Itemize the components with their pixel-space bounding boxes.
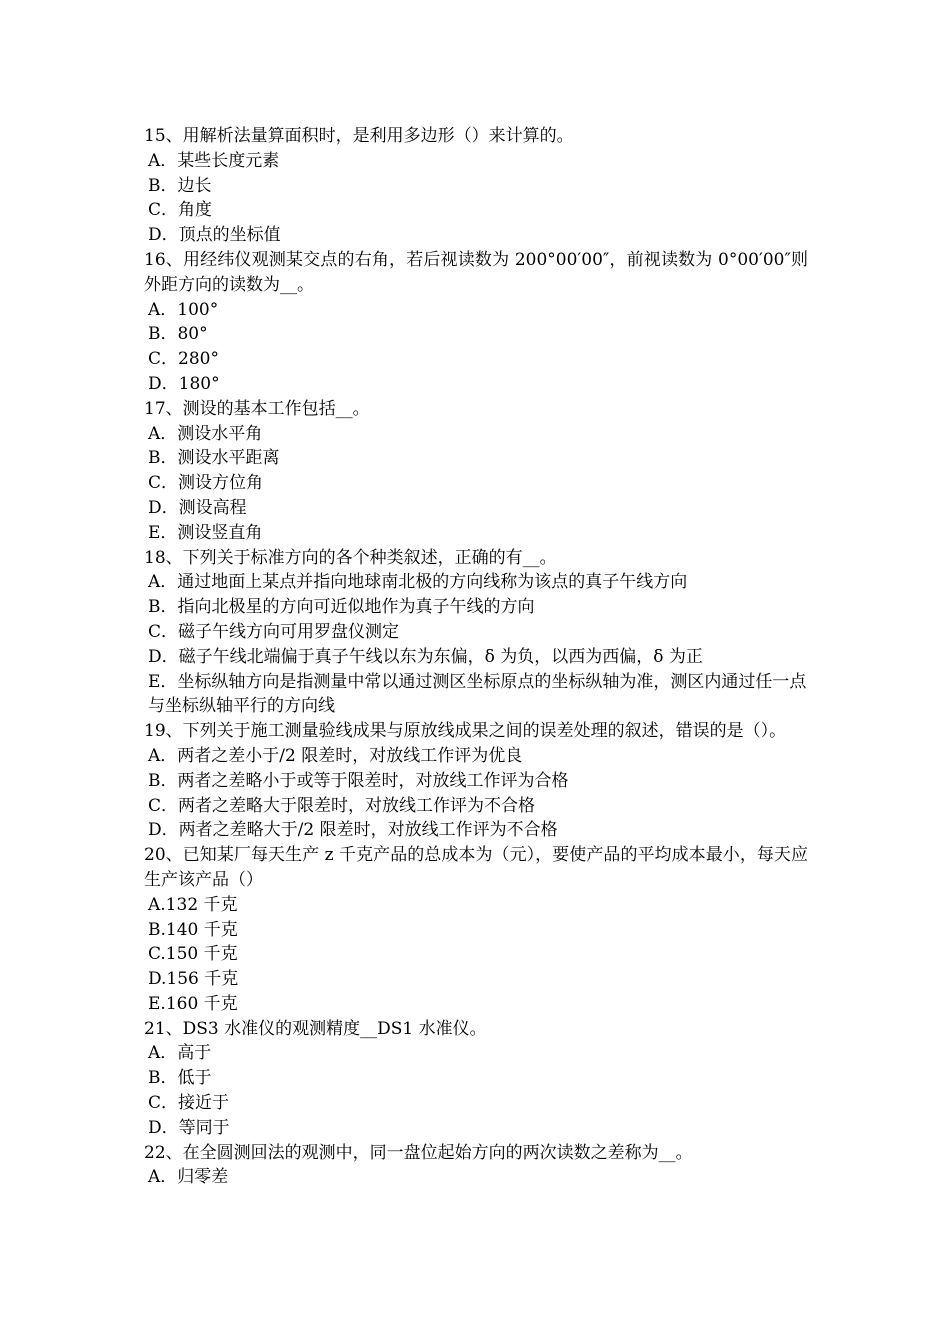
question-18-option-c: C．磁子午线方向可用罗盘仪测定 (148, 621, 400, 642)
question-15-option-b: B．边长 (148, 175, 212, 196)
question-17-option-c: C．测设方位角 (148, 473, 264, 494)
question-15-option-a: A．某些长度元素 (148, 150, 280, 171)
question-18-option-b: B．指向北极星的方向可近似地作为真子午线的方向 (148, 597, 535, 618)
question-18-option-a: A．通过地面上某点并指向地球南北极的方向线称为该点的真子午线方向 (148, 572, 688, 593)
question-20-option-a: A.132 千克 (148, 894, 238, 915)
question-15-option-d: D．顶点的坐标值 (148, 225, 281, 246)
question-19-option-c: C．两者之差略大于限差时，对放线工作评为不合格 (148, 795, 536, 816)
question-21-option-d: D．等同于 (148, 1117, 230, 1138)
question-22-option-a: A．归零差 (148, 1167, 229, 1188)
question-20-option-b: B.140 千克 (148, 919, 238, 940)
question-18-option-e: E．坐标纵轴方向是指测量中常以通过测区坐标原点的坐标纵轴为准，测区内通过任一点与坐标纵轴平行的方向线 (148, 671, 807, 717)
question-15-option-c: C．角度 (148, 200, 213, 221)
question-16-stem: 16、用经纬仪观测某交点的右角，若后视读数为 200°00′00″，前视读数为 0°00′00″则外距方向的读数为__。 (144, 249, 808, 295)
question-17-option-a: A．测设水平角 (148, 423, 263, 444)
question-16-option-b: B．80° (148, 324, 208, 345)
question-18-stem: 18、下列关于标准方向的各个种类叙述，正确的有__。 (144, 547, 557, 568)
question-21-option-b: B．低于 (148, 1068, 212, 1089)
question-21-option-c: C．接近于 (148, 1093, 230, 1114)
question-19-option-b: B．两者之差略小于或等于限差时，对放线工作评为合格 (148, 770, 569, 791)
question-19-option-a: A．两者之差小于/2 限差时，对放线工作评为优良 (148, 745, 523, 766)
question-17-option-e: E．测设竖直角 (148, 522, 263, 543)
question-21-option-a: A．高于 (148, 1043, 212, 1064)
question-list (144, 124, 808, 1190)
question-16-option-c: C．280° (148, 349, 219, 370)
question-21-stem: 21、DS3 水准仪的观测精度__DS1 水准仪。 (144, 1018, 487, 1039)
question-22-stem: 22、在全圆测回法的观测中，同一盘位起始方向的两次读数之差称为__。 (144, 1142, 693, 1163)
question-15-stem: 15、用解析法量算面积时，是利用多边形（）来计算的。 (144, 126, 574, 146)
question-20-option-e: E.160 千克 (148, 993, 238, 1014)
question-16-option-a: A．100° (148, 299, 219, 320)
question-20-option-c: C.150 千克 (148, 944, 238, 965)
question-17-option-d: D．测设高程 (148, 497, 247, 518)
question-20-stem: 20、已知某厂每天生产 z 千克产品的总成本为（元），要使产品的平均成本最小，每天应生产该产品（） (144, 845, 808, 890)
question-17-option-b: B．测设水平距离 (148, 448, 280, 469)
question-18-option-d: D．磁子午线北端偏于真子午线以东为东偏，δ 为负，以西为西偏，δ 为正 (148, 646, 703, 667)
question-20-option-d: D.156 千克 (148, 969, 239, 990)
question-17-stem: 17、测设的基本工作包括__。 (144, 398, 370, 419)
question-19-option-d: D．两者之差略大于/2 限差时，对放线工作评为不合格 (148, 820, 558, 841)
question-16-option-d: D．180° (148, 373, 220, 394)
question-19-stem: 19、下列关于施工测量验线成果与原放线成果之间的误差处理的叙述，错误的是（）。 (144, 721, 787, 742)
